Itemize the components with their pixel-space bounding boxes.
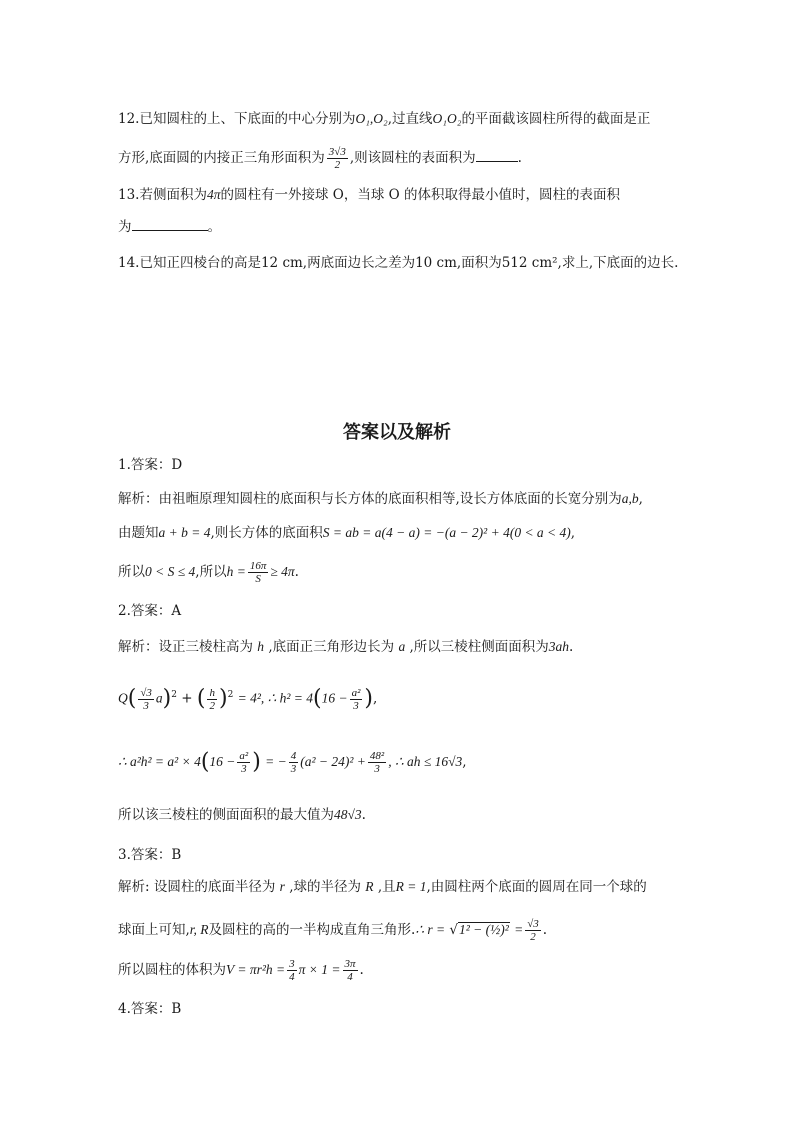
q12-frac-num: 3√3: [328, 146, 346, 158]
q14-text: 14.已知正四棱台的高是12 cm,两底面边长之差为10 cm,面积为512 cm²,求上,下底面的边长.: [118, 255, 679, 271]
a1-math: 0 < S ≤ 4: [145, 564, 196, 579]
a3-frac-num: 3π: [344, 958, 356, 970]
a1-text: 所以: [118, 564, 145, 580]
a3-text: ,且: [377, 879, 396, 895]
a3-text: 及圆柱的高的一半构成直角三角形.: [208, 922, 416, 938]
a2-math: (a² − 24)² +: [300, 754, 366, 769]
answer-1-line-3: [118, 560, 299, 585]
answer-1-line-1: [118, 490, 643, 508]
a1-math: S = ab = a(4 − a) = −(a − 2)² + 4(0 < a < 4): [322, 525, 571, 540]
a2-math: Q: [118, 690, 128, 706]
a2-math: = 4², ∴ h² = 4: [237, 690, 313, 706]
a3-frac-den: 4: [289, 971, 295, 983]
answer-1-line-2: [118, 524, 575, 542]
a2-math: a: [155, 690, 163, 706]
a1-frac-num: 16π: [249, 560, 267, 572]
a3-math: r: [279, 879, 285, 894]
a3-math: ∴ r =: [415, 922, 446, 937]
answer-2-line-3: ∴ a²h² = a² × 4(16 − $\frac{\text{a²}}{3}$ ) = − $\frac{4}{3}$ (a² − 24)² + $\frac{\text{48²}}{3}$ , ∴ ah ≤ 16√3,: [118, 749, 467, 775]
a2-fraction: [237, 750, 250, 775]
a3-math: R = 1: [395, 879, 427, 894]
a1-text: ,所以: [195, 564, 227, 580]
a2-frac-num: √3: [140, 686, 152, 699]
a2-text: .: [361, 807, 366, 823]
q12-fraction: [327, 146, 348, 171]
a2-fraction: [289, 750, 299, 775]
a3-text: .: [359, 962, 364, 978]
answer-2-line-2: Q( $\frac{√3}{3}$ a)$^2$ + ( $\frac{h}{2}$ )$^2$ = 4², ∴ h² = 4(16 − $\frac{\text{a²}}{3}$ ),: [118, 686, 378, 712]
a1-text: .: [294, 564, 299, 580]
a2-frac-num: 4: [290, 750, 297, 762]
question-12-line-2: [118, 146, 522, 171]
a2-text: 所以该三棱柱的侧面面积的最大值为: [118, 807, 334, 823]
a1-text: 由题知: [118, 525, 159, 541]
a2-frac-den: 3: [290, 763, 297, 775]
q13-text: 13.若侧面积为: [118, 187, 207, 203]
a3-fraction: [525, 918, 541, 943]
a2-fraction: [138, 687, 154, 712]
q12-text: 方形,底面圆的内接正三角形面积为: [118, 150, 325, 166]
a2-math: , ∴ ah ≤ 16√3: [388, 754, 463, 769]
answer-3-line-3: [118, 958, 364, 983]
a1-text: ,则长方体的底面积: [210, 525, 323, 541]
a1-fraction: [248, 560, 269, 585]
a2-math: = −: [265, 754, 287, 769]
a2-math: 16 −: [209, 754, 236, 769]
a1-text: 解析：由祖暅原理知圆柱的底面积与长方体的底面积相等,设长方体底面的长宽分别为: [118, 491, 622, 507]
q12-text: ,则该圆柱的表面积为: [349, 150, 476, 166]
a1-math: ≥ 4π: [270, 564, 295, 579]
a3-frac-num: 3: [289, 958, 295, 970]
a2-math: a: [398, 639, 406, 654]
a2-fraction: [350, 687, 363, 712]
a2-frac-den: 3: [143, 699, 149, 712]
q12-text: 的平面截该圆柱所得的截面是正: [461, 111, 651, 127]
a3-sqrt: 1² − (½)²: [458, 922, 509, 937]
a2-frac-num: a²: [239, 750, 249, 762]
a1-text: ,: [570, 525, 576, 541]
a2-text: ,: [462, 754, 467, 770]
a1-math: a + b = 4: [158, 525, 211, 540]
question-14: [118, 254, 678, 272]
answer-1-head: 1.答案：D: [118, 457, 183, 473]
a2-math: h: [257, 639, 265, 654]
a3-math: =: [514, 922, 524, 937]
q13-end: 。: [207, 219, 221, 235]
q12-period: .: [517, 150, 522, 166]
q13-math: 4π: [206, 187, 221, 202]
a2-math: ∴ a²h² = a² × 4: [118, 754, 201, 769]
question-13-line-2: [118, 216, 221, 236]
q12-math-line: O₁O₂: [432, 111, 462, 126]
a2-math: 48√3: [334, 807, 362, 822]
answer-3-line-1: [118, 878, 647, 896]
a3-frac-den: 4: [347, 971, 353, 983]
a3-math: r, R: [189, 922, 209, 937]
q13-text: 为: [118, 219, 132, 235]
a3-frac-num: √3: [527, 918, 539, 930]
a2-frac-num: h: [209, 686, 215, 699]
q13-text: 的圆柱有一外接球 O，当球 O 的体积取得最小值时，圆柱的表面积: [220, 187, 621, 203]
a2-text: .: [569, 639, 574, 655]
a3-text: 所以圆柱的体积为: [118, 962, 226, 978]
a1-text: ,: [638, 491, 643, 507]
answer-3-head: 3.答案：B: [118, 847, 182, 863]
a2-text: 解析：设正三棱柱高为: [118, 639, 253, 655]
a3-math: R: [365, 879, 374, 894]
a3-text: ,由圆柱两个底面的圆周在同一个球的: [426, 879, 647, 895]
a3-text: 球面上可知,: [118, 922, 190, 938]
answers-title: 答案以及解析: [343, 422, 451, 443]
question-13-line-1: [118, 186, 620, 204]
a2-frac-den: 3: [353, 699, 359, 712]
a2-frac-num: 48²: [369, 750, 385, 762]
a3-text: .: [542, 922, 548, 938]
q12-answer-blank[interactable]: [476, 147, 518, 162]
a2-frac-num: a²: [351, 686, 361, 699]
question-12-line-1: [118, 110, 650, 128]
answer-2-line-4: [118, 806, 366, 824]
a2-math: 16 −: [321, 690, 348, 706]
a3-text: ,球的半径为: [289, 879, 361, 895]
a2-math: 3ah: [548, 639, 570, 654]
a3-math: π × 1 =: [298, 962, 341, 977]
a2-text: ,: [373, 690, 378, 707]
a2-fraction: [207, 687, 217, 712]
a2-text: ,所以三棱柱侧面面积为: [409, 639, 549, 655]
q12-text: ,过直线: [387, 111, 433, 127]
a1-math: h =: [226, 564, 246, 579]
a2-frac-den: 2: [209, 699, 215, 712]
answer-2-line-1: [118, 638, 573, 656]
a3-math: V = πr²h =: [226, 962, 286, 977]
answer-2-head: 2.答案：A: [118, 603, 182, 619]
q12-math-centers: O₁,O₂: [355, 111, 388, 126]
a1-frac-den: S: [255, 573, 261, 585]
a2-fraction: [368, 750, 386, 775]
a2-frac-den: 3: [374, 763, 380, 775]
q12-frac-den: 2: [334, 159, 341, 171]
a3-frac-den: 2: [530, 931, 536, 943]
q12-text: 12.已知圆柱的上、下底面的中心分别为: [118, 111, 356, 127]
answer-3-line-2: 球面上可知,r, R及圆柱的高的一半构成直角三角形.∴ r = √1² − (½)² = $\frac{√3}{2}$ .: [118, 918, 548, 943]
a1-math: a,b: [621, 491, 639, 506]
a2-frac-den: 3: [241, 763, 247, 775]
a3-text: 解析: 设圆柱的底面半径为: [118, 879, 276, 895]
a2-text: ,底面正三角形边长为: [268, 639, 395, 655]
q13-answer-blank[interactable]: [132, 216, 208, 231]
answer-4-head: 4.答案：B: [118, 1001, 182, 1017]
a3-fraction: [287, 958, 297, 983]
a3-fraction: [343, 958, 358, 983]
